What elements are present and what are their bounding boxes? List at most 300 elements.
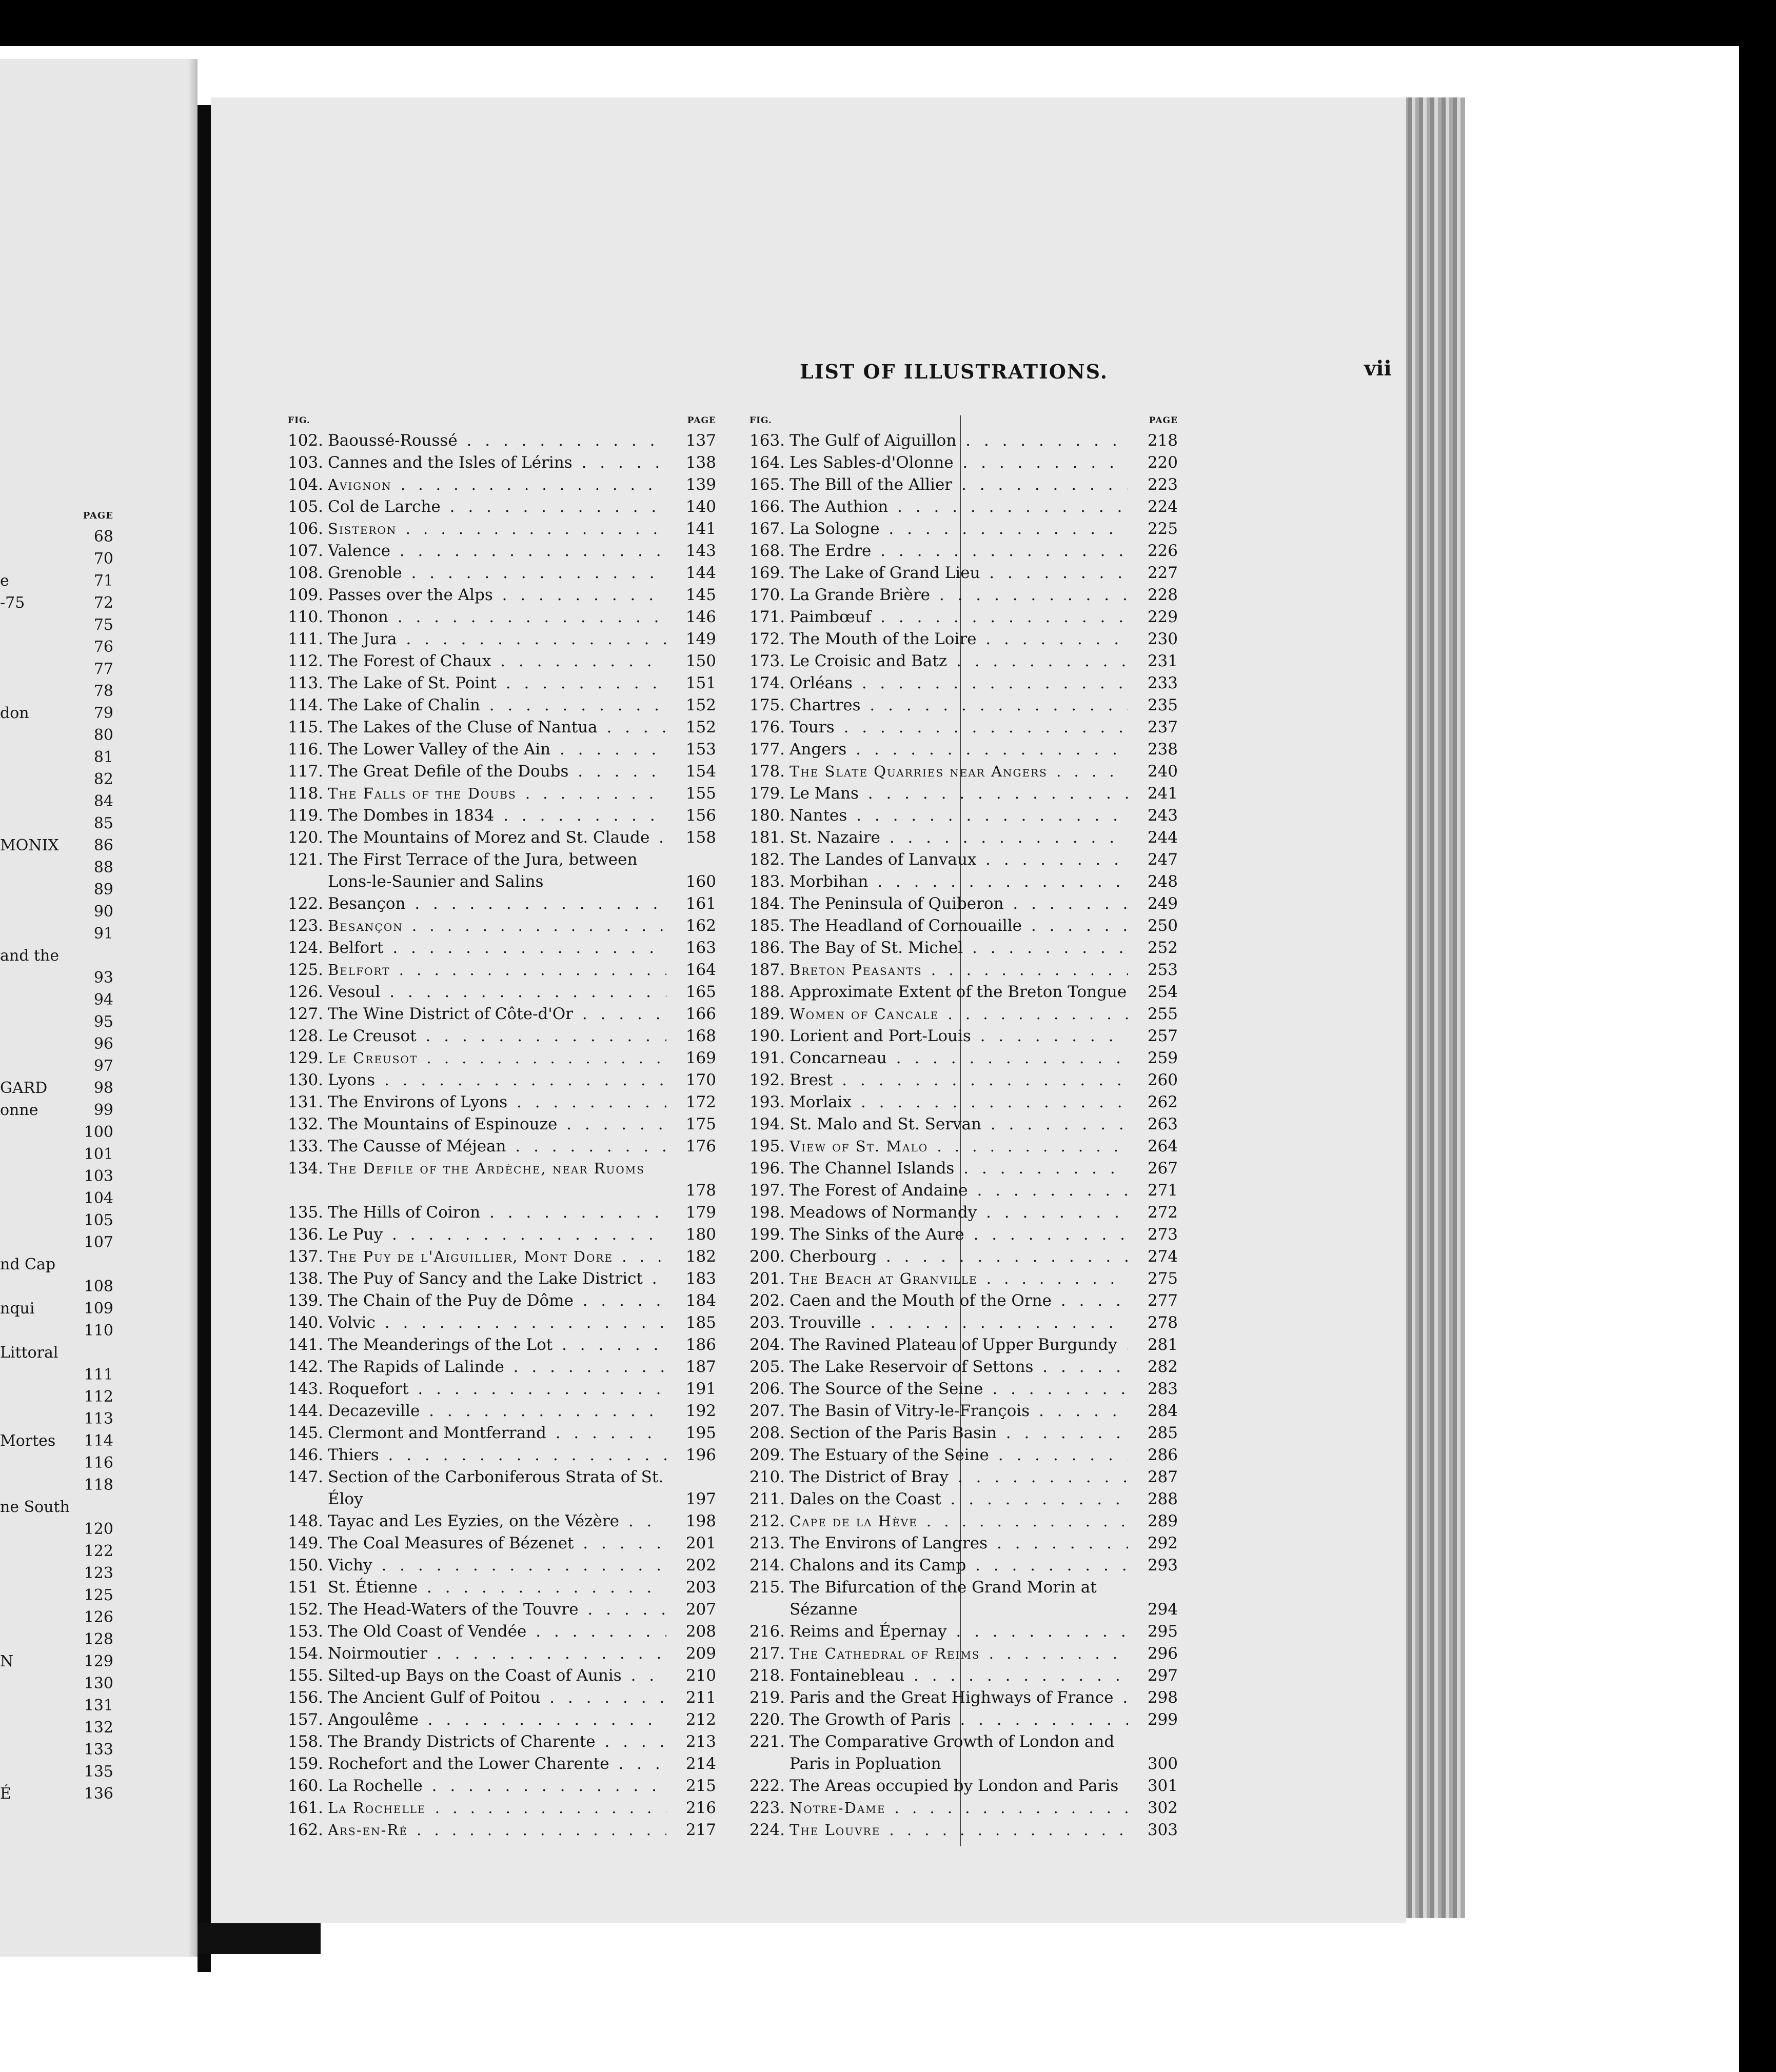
- left-list-item: [0, 1761, 115, 1783]
- page-ref: 272: [1147, 1203, 1178, 1222]
- page-ref: 244: [1147, 828, 1178, 847]
- left-list-item: [0, 1695, 115, 1717]
- figure-number: 123.: [288, 917, 324, 935]
- list-item: [749, 1069, 1178, 1091]
- page-ref: 162: [685, 917, 716, 935]
- figure-title: Grenoble . . .: [328, 562, 666, 584]
- list-item: [749, 1488, 1178, 1510]
- left-page-ref: 70: [93, 550, 113, 568]
- figure-title: Section of the Carboniferous Strata of St. Éloy: [328, 1468, 664, 1508]
- page-title: LIST OF ILLUSTRATIONS.: [800, 360, 1108, 383]
- figure-number: 173.: [749, 652, 785, 670]
- list-item: [749, 1621, 1178, 1643]
- page-ref: 154: [685, 762, 716, 781]
- page-label: PAGE: [687, 415, 716, 426]
- page-ref: 214: [685, 1755, 716, 1773]
- list-item: [288, 1268, 716, 1290]
- list-item: [749, 628, 1178, 650]
- list-item: [749, 540, 1178, 562]
- list-item: [288, 1113, 716, 1135]
- figure-title: The Sinks of the Aure . . .: [790, 1224, 1128, 1246]
- list-item: [288, 1444, 716, 1466]
- page-ref: 274: [1147, 1247, 1178, 1266]
- figure-number: 186.: [749, 939, 785, 957]
- list-item: [288, 606, 716, 628]
- page-ref: 226: [1147, 542, 1178, 560]
- page-ref: 197: [685, 1490, 716, 1508]
- figure-title: The Mouth of the Loire . . .: [790, 628, 1128, 650]
- figure-number: 106.: [288, 520, 324, 538]
- page-ref: 228: [1147, 586, 1178, 604]
- left-list-item: [0, 901, 115, 923]
- left-list-item: [0, 1276, 115, 1298]
- figure-number: 143.: [288, 1380, 324, 1398]
- figure-number: 210.: [749, 1468, 785, 1486]
- list-item: [288, 1135, 716, 1158]
- left-page-ref: 126: [84, 1608, 113, 1626]
- left-page-ref: 123: [84, 1564, 113, 1582]
- list-item: [288, 716, 716, 739]
- figure-number: 114.: [288, 696, 324, 714]
- left-page-ref: 86: [93, 836, 113, 854]
- figure-number: 171.: [749, 608, 785, 626]
- page-ref: 230: [1147, 630, 1178, 648]
- left-list-item: [0, 1496, 115, 1518]
- page-number: vii: [1364, 356, 1392, 381]
- figure-title: The Lake of St. Point . . .: [328, 672, 666, 694]
- list-item: [288, 893, 716, 915]
- figure-number: 212.: [749, 1512, 785, 1530]
- figure-number: 135.: [288, 1203, 324, 1222]
- list-item: [749, 1378, 1178, 1400]
- left-page-ref: 130: [84, 1675, 113, 1692]
- figure-title: Nantes . . .: [790, 805, 1128, 827]
- page-ref: 198: [685, 1512, 716, 1530]
- page-ref: 285: [1147, 1424, 1178, 1442]
- page-ref: 202: [685, 1556, 716, 1575]
- left-list-item: [0, 614, 115, 636]
- figure-number: 117.: [288, 762, 324, 781]
- figure-title: The Rapids of Lalinde . . .: [328, 1356, 666, 1378]
- left-page-ref: 116: [84, 1454, 113, 1472]
- figure-number: 181.: [749, 828, 785, 847]
- figure-title: The Great Defile of the Doubs . . .: [328, 761, 666, 783]
- figure-title: Morlaix . . .: [790, 1091, 1128, 1113]
- figure-number: 104.: [288, 475, 324, 494]
- list-item: [749, 562, 1178, 584]
- left-page-ref: 128: [84, 1630, 113, 1648]
- left-page-ref: 78: [93, 682, 113, 700]
- page-ref: 139: [685, 475, 716, 494]
- list-item: [288, 1753, 716, 1775]
- page-ref: 231: [1147, 652, 1178, 670]
- figure-title: Les Sables-d'Olonne . . .: [790, 452, 1128, 474]
- figure-title: The Falls of the Doubs . . .: [328, 783, 666, 805]
- figure-title: Vesoul . . .: [328, 981, 666, 1003]
- figure-number: 111.: [288, 630, 324, 648]
- list-item: [288, 1709, 716, 1731]
- figure-title: The Lakes of the Cluse of Nantua . . .: [328, 716, 666, 739]
- left-page-ref: 108: [84, 1278, 113, 1296]
- page-ref: 169: [685, 1049, 716, 1067]
- figure-title: Thonon . . .: [328, 606, 666, 628]
- figure-number: 172.: [749, 630, 785, 648]
- list-item: [288, 694, 716, 716]
- list-item: [288, 1158, 716, 1202]
- page-ref: 208: [685, 1622, 716, 1641]
- left-page-ref: 136: [84, 1785, 113, 1803]
- page-ref: 143: [685, 542, 716, 560]
- page-ref: 164: [685, 961, 716, 979]
- left-fragment-text: nd Cap: [0, 1256, 56, 1273]
- page-ref: 223: [1147, 475, 1178, 494]
- left-page-ref: 114: [84, 1432, 113, 1450]
- page-ref: 257: [1147, 1027, 1178, 1045]
- left-list-item: [0, 1606, 115, 1628]
- figure-title: The Ancient Gulf of Poitou . . .: [328, 1687, 666, 1709]
- list-item: [749, 1709, 1178, 1731]
- figure-number: 211.: [749, 1490, 785, 1508]
- page-ref: 141: [685, 520, 716, 538]
- left-page-ref: 94: [93, 991, 113, 1009]
- list-item: [749, 1312, 1178, 1334]
- figure-title: Section of the Paris Basin . . .: [790, 1422, 1128, 1444]
- figure-title: Paimbœuf . . .: [790, 606, 1128, 628]
- left-fragment-text: MONIX: [0, 836, 59, 854]
- page-ref: 289: [1147, 1512, 1178, 1530]
- list-item: [749, 893, 1178, 915]
- page-ref: 191: [685, 1380, 716, 1398]
- left-page-ref: 82: [93, 770, 113, 788]
- left-list-item: [0, 989, 115, 1011]
- left-page-ref: 88: [93, 859, 113, 876]
- figure-number: 159.: [288, 1755, 324, 1773]
- list-item: [749, 761, 1178, 783]
- left-list-item: [0, 592, 115, 614]
- left-page-ref: 85: [93, 814, 113, 832]
- figure-title: Thiers . . .: [328, 1444, 666, 1466]
- figure-title: The District of Bray . . .: [790, 1466, 1128, 1488]
- figure-title: Belfort . . .: [328, 937, 666, 959]
- left-page-ref: 89: [93, 881, 113, 899]
- list-item: [749, 1246, 1178, 1268]
- list-item: [288, 1532, 716, 1555]
- left-list-item: [0, 967, 115, 989]
- list-item: [749, 959, 1178, 981]
- figure-title: The Mountains of Morez and St. Claude . . .: [328, 827, 666, 849]
- page-ref: 203: [685, 1578, 716, 1597]
- left-list-item: [0, 1231, 115, 1253]
- left-page-ref: 103: [84, 1167, 113, 1185]
- page-ref: 161: [685, 894, 716, 913]
- left-fragment-text: e: [0, 572, 9, 590]
- list-item: [288, 805, 716, 827]
- list-item: [749, 672, 1178, 694]
- page-ref: 156: [685, 806, 716, 825]
- left-fragment-text: ne South: [0, 1498, 70, 1516]
- list-item: [749, 1334, 1178, 1356]
- list-item: [288, 937, 716, 959]
- page-ref: 297: [1147, 1666, 1178, 1685]
- page-ref: 178: [685, 1181, 716, 1200]
- figure-title: Women of Cancale . . .: [790, 1003, 1128, 1025]
- list-item: [749, 1400, 1178, 1422]
- figure-title: The Dombes in 1834 . . .: [328, 805, 666, 827]
- figure-number: 162.: [288, 1821, 324, 1839]
- list-item: [288, 562, 716, 584]
- figure-number: 206.: [749, 1380, 785, 1398]
- page-ref: 158: [685, 828, 716, 847]
- left-page-ref: 76: [93, 638, 113, 656]
- page-ref: 275: [1147, 1269, 1178, 1288]
- left-page-ref: 68: [93, 528, 113, 546]
- figure-title: St. Malo and St. Servan . . .: [790, 1113, 1128, 1135]
- left-page-ref: 105: [84, 1211, 113, 1229]
- list-item: [749, 1687, 1178, 1709]
- figure-number: 190.: [749, 1027, 785, 1045]
- list-item: [749, 1510, 1178, 1532]
- figure-number: 208.: [749, 1424, 785, 1442]
- figure-number: 118.: [288, 784, 324, 803]
- left-page-ref: 97: [93, 1057, 113, 1075]
- figure-number: 176.: [749, 718, 785, 736]
- list-item: [288, 1003, 716, 1025]
- figure-number: 196.: [749, 1159, 785, 1178]
- page-ref: 175: [685, 1115, 716, 1133]
- figure-title: Tayac and Les Eyzies, on the Vézère . . .: [328, 1510, 666, 1532]
- figure-number: 193.: [749, 1093, 785, 1111]
- page-ref: 185: [685, 1313, 716, 1332]
- page-ref: 211: [685, 1688, 716, 1707]
- list-item: [288, 1555, 716, 1577]
- figure-title: Trouville . . .: [790, 1312, 1128, 1334]
- figure-title: The Bay of St. Michel . . .: [790, 937, 1128, 959]
- figure-title: Cannes and the Isles of Lérins . . .: [328, 452, 666, 474]
- left-list-item: [0, 1474, 115, 1496]
- figure-number: 203.: [749, 1313, 785, 1332]
- figure-number: 170.: [749, 586, 785, 604]
- figure-title: Ars-en-Ré . . .: [328, 1819, 666, 1841]
- left-list-item: [0, 1562, 115, 1584]
- list-item: [288, 1819, 716, 1841]
- figure-number: 122.: [288, 894, 324, 913]
- figure-title: The Peninsula of Quiberon . . .: [790, 893, 1128, 915]
- page-ref: 229: [1147, 608, 1178, 626]
- page-ref: 299: [1147, 1710, 1178, 1729]
- figure-number: 209.: [749, 1446, 785, 1464]
- figure-number: 152.: [288, 1600, 324, 1619]
- list-item: [749, 1731, 1178, 1775]
- figure-title: The Beach at Granville . . .: [790, 1268, 1128, 1290]
- left-list-item: [0, 1540, 115, 1562]
- figure-number: 158.: [288, 1732, 324, 1751]
- figure-number: 155.: [288, 1666, 324, 1685]
- figure-title: Caen and the Mouth of the Orne . . .: [790, 1290, 1128, 1312]
- figure-number: 156.: [288, 1688, 324, 1707]
- page-ref: 209: [685, 1644, 716, 1663]
- page-ref: 250: [1147, 917, 1178, 935]
- list-item: [288, 1577, 716, 1599]
- left-list-item: [0, 548, 115, 570]
- list-item: [288, 1202, 716, 1224]
- list-item: [288, 452, 716, 474]
- figure-title: The Bill of the Allier . . .: [790, 474, 1128, 496]
- list-item: [288, 1224, 716, 1246]
- left-list-item: [0, 1055, 115, 1077]
- left-fragment-text: don: [0, 704, 29, 722]
- figure-number: 136.: [288, 1225, 324, 1244]
- list-item: [288, 959, 716, 981]
- figure-title: Noirmoutier . . .: [328, 1643, 666, 1665]
- figure-title: Angoulême . . .: [328, 1709, 666, 1731]
- list-item: [288, 1091, 716, 1113]
- list-item: [749, 1202, 1178, 1224]
- left-list-item: [0, 1518, 115, 1540]
- left-page-ref: 111: [84, 1366, 113, 1384]
- figure-title: Besançon . . .: [328, 915, 666, 937]
- figure-number: 140.: [288, 1313, 324, 1332]
- list-item: [288, 1510, 716, 1532]
- figure-number: 184.: [749, 894, 785, 913]
- list-item: [749, 1158, 1178, 1180]
- page-ref: 284: [1147, 1402, 1178, 1420]
- list-item: [288, 584, 716, 606]
- list-item: [288, 827, 716, 849]
- left-list-item: [0, 1209, 115, 1231]
- left-list-item: [0, 746, 115, 768]
- figure-number: 223.: [749, 1799, 785, 1817]
- figure-title: Belfort . . .: [328, 959, 666, 981]
- left-list-item: [0, 1187, 115, 1209]
- page-ref: 137: [685, 431, 716, 450]
- figure-number: 124.: [288, 939, 324, 957]
- figure-number: 102.: [288, 431, 324, 450]
- left-page-ref: 99: [93, 1101, 113, 1119]
- left-page-ref: 98: [93, 1079, 113, 1097]
- figure-title: The Lake Reservoir of Settons . . .: [790, 1356, 1128, 1378]
- page-ref: 152: [685, 718, 716, 736]
- figure-number: 157.: [288, 1710, 324, 1729]
- figure-number: 125.: [288, 961, 324, 979]
- figure-title: Rochefort and the Lower Charente . . .: [328, 1753, 666, 1775]
- figure-title: The Wine District of Côte-d'Or . . .: [328, 1003, 666, 1025]
- figure-title: The Meanderings of the Lot . . .: [328, 1334, 666, 1356]
- fig-label: FIG.: [749, 415, 772, 426]
- figure-title: La Rochelle . . .: [328, 1797, 666, 1819]
- figure-title: Meadows of Normandy . . .: [790, 1202, 1128, 1224]
- page-ref: 192: [685, 1402, 716, 1420]
- page-ref: 224: [1147, 497, 1178, 516]
- list-item: [749, 1047, 1178, 1069]
- figure-title: The Puy of Sancy and the Lake District . . .: [328, 1268, 666, 1290]
- page-ref: 259: [1147, 1049, 1178, 1067]
- left-page-ref: 100: [84, 1123, 113, 1141]
- figure-title: The Environs of Langres . . .: [790, 1532, 1128, 1555]
- page-ref: 294: [1147, 1600, 1178, 1619]
- figure-title: The Environs of Lyons . . .: [328, 1091, 666, 1113]
- gutter-shadow: [198, 1923, 321, 1954]
- left-list-item: [0, 879, 115, 901]
- list-item: [749, 716, 1178, 739]
- page-ref: 166: [685, 1005, 716, 1023]
- list-item: [749, 1135, 1178, 1158]
- figure-title: The Lake of Chalin . . .: [328, 694, 666, 716]
- figure-number: 215.: [749, 1578, 785, 1597]
- list-item: [749, 1091, 1178, 1113]
- figure-number: 139.: [288, 1291, 324, 1310]
- list-item: [288, 650, 716, 672]
- figure-title: Orléans . . .: [790, 672, 1128, 694]
- left-list-item: [0, 856, 115, 879]
- figure-title: Valence . . .: [328, 540, 666, 562]
- left-list-item: [0, 1342, 115, 1364]
- page-ref: 227: [1147, 564, 1178, 582]
- page-ref: 217: [685, 1821, 716, 1839]
- figure-number: 127.: [288, 1005, 324, 1023]
- left-page-ref: 122: [84, 1542, 113, 1560]
- figure-number: 165.: [749, 475, 785, 494]
- page-label: PAGE: [1149, 415, 1178, 426]
- page-ref: 254: [1147, 983, 1178, 1001]
- figure-title: The Defile of the Ardèche, near Ruoms: [328, 1160, 645, 1177]
- list-item: [288, 849, 716, 893]
- figure-title: View of St. Malo . . .: [790, 1135, 1128, 1158]
- figure-title: The Gulf of Aiguillon . . .: [790, 430, 1128, 452]
- figure-number: 188.: [749, 983, 785, 1001]
- figure-title: The Slate Quarries near Angers . . .: [790, 761, 1128, 783]
- list-item: [288, 430, 716, 452]
- figure-number: 148.: [288, 1512, 324, 1530]
- figure-title: La Sologne . . .: [790, 518, 1128, 540]
- figure-title: Avignon . . .: [328, 474, 666, 496]
- figure-title: The Bifurcation of the Grand Morin at Sézanne: [790, 1578, 1097, 1619]
- figure-title: St. Étienne . . .: [328, 1577, 666, 1599]
- right-page: [211, 97, 1406, 1923]
- list-item: [288, 1334, 716, 1356]
- figure-number: 174.: [749, 674, 785, 692]
- left-page-ref: 77: [93, 660, 113, 678]
- figure-number: 116.: [288, 740, 324, 759]
- list-item: [749, 1555, 1178, 1577]
- figure-number: 134.: [288, 1159, 324, 1178]
- figure-title: The Authion . . .: [790, 496, 1128, 518]
- figure-number: 194.: [749, 1115, 785, 1133]
- figure-number: 220.: [749, 1710, 785, 1729]
- list-item: [288, 1246, 716, 1268]
- left-page-ref: 101: [84, 1145, 113, 1163]
- figure-number: 105.: [288, 497, 324, 516]
- left-list-item: [0, 702, 115, 724]
- figure-number: 113.: [288, 674, 324, 692]
- list-item: [749, 606, 1178, 628]
- figure-number: 119.: [288, 806, 324, 825]
- list-item: [288, 1599, 716, 1621]
- left-page-ref: 120: [84, 1520, 113, 1538]
- list-item: [288, 1047, 716, 1069]
- left-page-ref: 112: [84, 1388, 113, 1406]
- figure-number: 189.: [749, 1005, 785, 1023]
- page-ref: 243: [1147, 806, 1178, 825]
- list-item: [288, 496, 716, 518]
- figure-number: 151: [288, 1578, 319, 1597]
- figure-number: 214.: [749, 1556, 785, 1575]
- figure-number: 205.: [749, 1358, 785, 1376]
- figure-number: 137.: [288, 1247, 324, 1266]
- page-ref: 149: [685, 630, 716, 648]
- figure-title: Fontainebleau . . .: [790, 1665, 1128, 1687]
- figure-title: The Basin of Vitry-le-François . . .: [790, 1400, 1128, 1422]
- list-item: [288, 1356, 716, 1378]
